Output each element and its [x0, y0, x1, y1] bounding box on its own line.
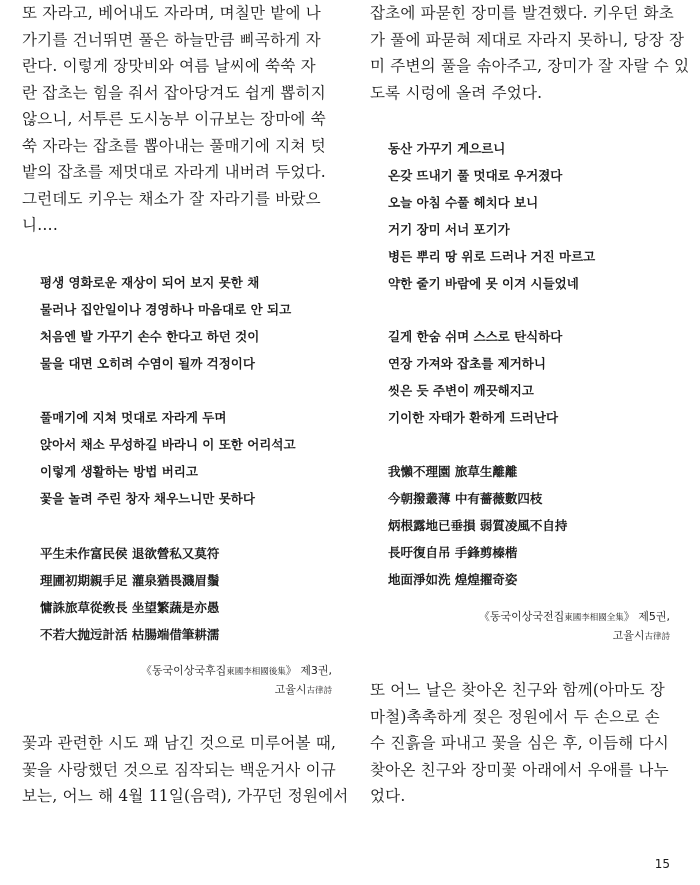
- citation-volume: 》 제3권,: [285, 664, 332, 677]
- left-source-citation: [22, 662, 332, 700]
- poem-line: 물러나 집안일이나 경영하나 마음대로 안 되고: [40, 302, 292, 317]
- poem-line: 오늘 아침 수풀 헤치다 보니: [388, 195, 539, 210]
- poem-line: 平生未作富民侯 退欲營私又莫符: [40, 546, 220, 561]
- right-source-citation: [370, 608, 670, 646]
- poem-line: 炳根露地已垂損 弱質凌風不自持: [388, 518, 568, 533]
- poem-line: 理圃初期親手足 灌泉猶畏濺眉鬚: [40, 573, 220, 588]
- text-line: 또 자라고, 베어내도 자라며, 며칠만 밭에 나: [22, 4, 321, 22]
- text-line: 란 잡초는 힘을 줘서 잡아당겨도 쉽게 뽑히지: [22, 83, 326, 102]
- citation-line: [22, 681, 332, 700]
- citation-volume: 》 제5권,: [623, 610, 670, 623]
- citation-genre-hanja: 古律詩: [306, 686, 332, 696]
- poem-line: 地面淨如洗 煌煌擢奇姿: [388, 572, 518, 587]
- citation-genre-hanja: 古律詩: [644, 632, 670, 642]
- text-line: 마철)촉촉하게 젖은 정원에서 두 손으로 손: [370, 707, 660, 726]
- poem-line: 약한 줄기 바람에 못 이겨 시들었네: [388, 276, 579, 291]
- poem-line: 물을 대면 오히려 수염이 될까 걱정이다: [40, 356, 255, 371]
- poem-line: 길게 한숨 쉬며 스스로 탄식하다: [388, 329, 563, 344]
- poem-line: 不若大抛迃計活 枯腸端借筆耕濡: [40, 627, 220, 642]
- text-line: 보는, 어느 해 4월 11일(음력), 가꾸던 정원에서: [22, 787, 349, 805]
- poem-line: 앉아서 채소 무성하길 바라니 이 또한 어리석고: [40, 437, 296, 452]
- poem-line: 병든 뿌리 땅 위로 드러나 거진 마르고: [388, 249, 596, 264]
- citation-book: 《동국이상국전집: [478, 610, 565, 623]
- right-poem-korean-stanza-2: [370, 323, 562, 431]
- citation-line: [22, 662, 332, 681]
- poem-line: 처음엔 발 가꾸기 손수 한다고 하던 것이: [40, 329, 260, 344]
- page-number: 15: [654, 857, 670, 871]
- poem-line: 今朝撥叢薄 中有薔薇數四枝: [388, 491, 543, 506]
- right-intro-paragraph: [370, 0, 690, 106]
- citation-genre: 고율시: [274, 683, 307, 696]
- text-line: 또 어느 날은 찾아온 친구와 함께(아마도 장: [370, 681, 665, 699]
- text-line: 꽃과 관련한 시도 꽤 남긴 것으로 미루어볼 때,: [22, 734, 337, 752]
- text-line: 않으니, 서투른 도시농부 이규보는 장마에 쑥: [22, 110, 326, 128]
- poem-line: 온갖 뜨내기 풀 멋대로 우거졌다: [388, 168, 563, 183]
- text-line: 꽃을 사랑했던 것으로 짐작되는 백운거사 이규: [22, 760, 336, 779]
- poem-line: 我懶不理園 旅草生離離: [388, 464, 518, 479]
- poem-line: 꽃을 놀려 주린 창자 채우느니만 못하다: [40, 491, 255, 506]
- right-poem-hanja: [370, 458, 567, 593]
- left-poem-korean-stanza-2: [22, 404, 296, 512]
- text-line: 쑥 자라는 잡초를 뽑아내는 풀매기에 지쳐 텃: [22, 136, 326, 155]
- text-line: 가기를 건너뛰면 풀은 하늘만큼 삐곡하게 자: [22, 30, 321, 49]
- citation-line: [370, 608, 670, 627]
- poem-line: 평생 영화로운 재상이 되어 보지 못한 채: [40, 275, 260, 290]
- left-intro-paragraph: [22, 0, 332, 239]
- text-line: 란다. 이렇게 장맛비와 여름 날씨에 쑥쑥 자: [22, 57, 316, 75]
- poem-line: 동산 가꾸기 게으르니: [388, 141, 506, 156]
- left-poem-korean-stanza-1: [22, 269, 291, 377]
- text-line: 잡초에 파묻힌 장미를 발견했다. 키우던 화초: [370, 4, 674, 22]
- poem-line: 풀매기에 지쳐 멋대로 자라게 두며: [40, 410, 227, 425]
- citation-book-hanja: 東國李相國全集: [564, 613, 624, 623]
- text-line: 미 주변의 풀을 솎아주고, 장미가 잘 자랄 수 있: [370, 57, 690, 75]
- poem-line: 長吁復自吊 手鋒剪榛楷: [388, 545, 518, 560]
- text-line: 수 진흙을 파내고 꽃을 심은 후, 이듬해 다시: [370, 734, 669, 752]
- citation-book-hanja: 東國李相國後集: [226, 667, 286, 677]
- right-outro-paragraph: [370, 677, 670, 810]
- poem-line: 연장 가져와 잡초를 제거하니: [388, 356, 546, 371]
- left-outro-paragraph: [22, 730, 349, 810]
- citation-book: 《동국이상국후집: [140, 664, 227, 677]
- poem-line: 씻은 듯 주변이 깨끗해지고: [388, 383, 534, 398]
- right-poem-korean-stanza-1: [370, 135, 595, 297]
- poem-line: 기이한 자태가 환하게 드러난다: [388, 410, 559, 425]
- text-line: 니….: [22, 216, 59, 234]
- text-line: 었다.: [370, 787, 406, 805]
- poem-line: 거기 장미 서너 포기가: [388, 222, 510, 237]
- citation-line: [370, 627, 670, 646]
- left-poem-hanja: [22, 540, 219, 648]
- text-line: 밭의 잡초를 제멋대로 자라게 내버려 두었다.: [22, 163, 326, 181]
- citation-genre: 고율시: [612, 629, 645, 642]
- text-line: 가 풀에 파묻혀 제대로 자라지 못하니, 당장 장: [370, 30, 685, 49]
- text-line: 그런데도 키우는 채소가 잘 자라기를 바랐으: [22, 189, 321, 208]
- poem-line: 이렇게 생활하는 방법 버리고: [40, 464, 198, 479]
- text-line: 도록 시렁에 올려 주었다.: [370, 83, 543, 102]
- poem-line: 慵誅旅草從敎長 坐望繁蔬是亦愚: [40, 600, 220, 615]
- text-line: 찾아온 친구와 장미꽃 아래에서 우애를 나누: [370, 760, 669, 779]
